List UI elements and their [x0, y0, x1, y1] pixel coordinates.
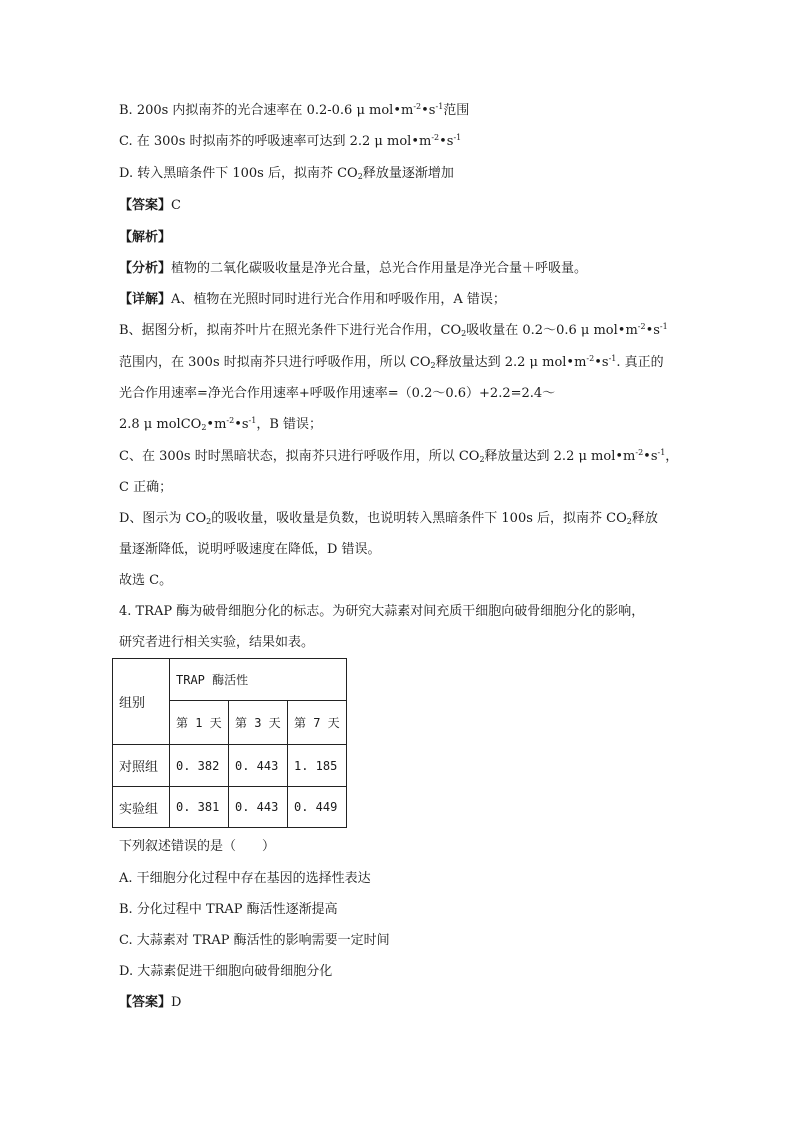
- conclusion-line: 故选 C。: [119, 573, 173, 588]
- trap-activity-table: [112, 658, 347, 828]
- para-c-line-2: C 正确；: [119, 480, 173, 495]
- para-b-line-3: 光合作用速率=净光合作用速率+呼吸作用速率=（0.2～0.6）+2.2=2.4～: [119, 386, 556, 401]
- table-row: [113, 787, 347, 828]
- row-label-cell: 对照组: [113, 745, 170, 787]
- superscript: -2: [586, 354, 595, 363]
- superscript: -2: [226, 416, 235, 425]
- subscript: 2: [479, 455, 485, 464]
- option-b-prev-text: B. 200s 内拟南芥的光合速率在 0.2-0.6 μ mol•m: [119, 103, 414, 118]
- para-d-line-2: 量逐渐降低，说明呼吸速度在降低，D 错误。: [119, 542, 381, 557]
- xiangjie-line: [119, 291, 506, 309]
- fenxi-tag: 【分析】: [119, 261, 172, 276]
- subscript: 2: [206, 517, 212, 526]
- activity-header-cell: TRAP 酶活性: [170, 659, 347, 701]
- option-c-prev-text: C. 在 300s 时拟南芥的呼吸速率可达到 2.2 μ mol•m: [119, 134, 432, 149]
- superscript: -1: [659, 322, 668, 331]
- option-d: D. 大蒜素促进干细胞向破骨细胞分化: [119, 964, 333, 979]
- option-b-prev: [119, 102, 469, 120]
- text-span: 2.8 μ molCO: [119, 417, 202, 432]
- value-cell: 0. 443: [229, 787, 288, 828]
- option-c-prev: [119, 133, 461, 151]
- xiangjie-tag: 【详解】: [119, 292, 172, 307]
- answer-value: D: [171, 995, 182, 1010]
- text-span: 范围内，在 300s 时拟南芥只进行呼吸作用，所以 CO: [119, 355, 431, 370]
- text-span: ，: [665, 449, 679, 464]
- option-d-prev-suffix: 释放量逐渐增加: [362, 166, 454, 181]
- para-b-line-4: [119, 416, 322, 434]
- text-span: •s: [594, 355, 609, 370]
- superscript: -1: [248, 416, 257, 425]
- answer-value: C: [171, 198, 181, 213]
- day-header-cell: 第 7 天: [288, 701, 347, 745]
- option-b: B. 分化过程中 TRAP 酶活性逐渐提高: [119, 902, 338, 917]
- para-d-line-1: [119, 510, 658, 528]
- value-cell: 0. 382: [170, 745, 229, 787]
- answer-tag: 【答案】: [119, 995, 172, 1010]
- text-span: C、在 300s 时时黑暗状态，拟南芥只进行呼吸作用，所以 CO: [119, 449, 480, 464]
- day-header-cell: 第 1 天: [170, 701, 229, 745]
- text-span: 的吸收量，吸收量是负数，也说明转入黑暗条件下 100s 后，拟南芥 CO: [211, 511, 627, 526]
- answer-line-2: [119, 994, 181, 1012]
- analysis-heading: 【解析】: [119, 230, 172, 245]
- text-span: B、据图分析，拟南芥叶片在照光条件下进行光合作用，CO: [119, 323, 462, 338]
- unit-text: •s: [421, 103, 436, 118]
- day-header-cell: 第 3 天: [229, 701, 288, 745]
- superscript: -1: [453, 133, 462, 142]
- superscript: -1: [608, 354, 617, 363]
- superscript: -1: [435, 102, 444, 111]
- table-row: [113, 745, 347, 787]
- unit-text: •s: [439, 134, 454, 149]
- option-b-prev-suffix: 范围: [443, 103, 470, 118]
- option-d-prev: [119, 165, 454, 183]
- text-span: . 真正的: [616, 355, 664, 370]
- text-span: •s: [645, 323, 660, 338]
- option-d-prev-text: D. 转入黑暗条件下 100s 后，拟南芥 CO: [119, 166, 358, 181]
- option-a: A. 干细胞分化过程中存在基因的选择性表达: [119, 871, 371, 886]
- para-b-line-2: [119, 354, 664, 372]
- para-c-line-1: [119, 448, 678, 466]
- text-span: •s: [643, 449, 658, 464]
- superscript: -2: [635, 448, 644, 457]
- text-span: 释放: [631, 511, 658, 526]
- subscript: 2: [201, 423, 207, 432]
- xiangjie-text: A、植物在光照时同时进行光合作用和呼吸作用，A 错误；: [171, 292, 506, 307]
- text-span: ，B 错误；: [256, 417, 323, 432]
- text-span: 释放量达到 2.2 μ mol•m: [435, 355, 587, 370]
- superscript: -1: [657, 448, 666, 457]
- subscript: 2: [461, 329, 467, 338]
- para-b-line-1: [119, 322, 668, 340]
- question-4-line-2: 研究者进行相关实验，结果如表。: [119, 635, 315, 650]
- text-span: 吸收量在 0.2～0.6 μ mol•m: [466, 323, 638, 338]
- answer-line-1: [119, 197, 181, 215]
- row-label-cell: 实验组: [113, 787, 170, 828]
- value-cell: 0. 381: [170, 787, 229, 828]
- subscript: 2: [626, 517, 632, 526]
- superscript: -2: [413, 102, 422, 111]
- question-stem: 下列叙述错误的是（ ）: [119, 839, 276, 854]
- question-4-line-1: 4. TRAP 酶为破骨细胞分化的标志。为研究大蒜素对间充质干细胞向破骨细胞分化的影响，: [119, 604, 645, 619]
- superscript: -2: [431, 133, 440, 142]
- value-cell: 0. 449: [288, 787, 347, 828]
- text-span: •s: [234, 417, 249, 432]
- option-c: C. 大蒜素对 TRAP 酶活性的影响需要一定时间: [119, 933, 390, 948]
- subscript: 2: [357, 172, 363, 181]
- text-span: D、图示为 CO: [119, 511, 207, 526]
- fenxi-line: [119, 260, 587, 278]
- group-header-cell: 组别: [113, 659, 170, 745]
- text-span: 释放量达到 2.2 μ mol•m: [484, 449, 636, 464]
- superscript: -2: [637, 322, 646, 331]
- value-cell: 1. 185: [288, 745, 347, 787]
- text-span: •m: [206, 417, 227, 432]
- value-cell: 0. 443: [229, 745, 288, 787]
- answer-tag: 【答案】: [119, 198, 172, 213]
- subscript: 2: [430, 361, 436, 370]
- fenxi-text: 植物的二氧化碳吸收量是净光合量，总光合作用量是净光合量＋呼吸量。: [171, 261, 588, 276]
